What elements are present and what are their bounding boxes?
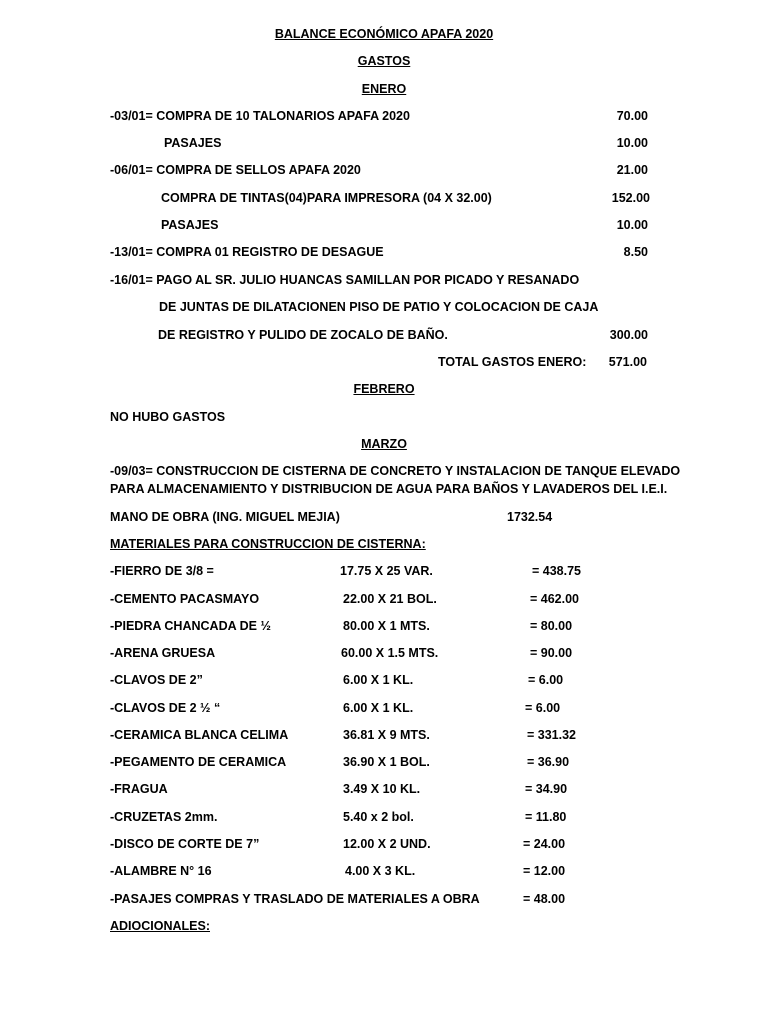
material-total: = 90.00 [530, 646, 573, 660]
expense-amount: 8.50 [623, 245, 648, 259]
material-total: = 34.90 [525, 782, 568, 796]
material-calc: 22.00 X 21 BOL. [343, 592, 437, 606]
material-calc: 17.75 X 25 VAR. [340, 564, 433, 578]
material-calc: 6.00 X 1 KL. [343, 673, 414, 687]
expense-line: COMPRA DE TINTAS(04)PARA IMPRESORA (04 X 32.00) [161, 191, 492, 205]
expense-line: -06/01= COMPRA DE SELLOS APAFA 2020 [110, 163, 361, 177]
expense-line: -13/01= COMPRA 01 REGISTRO DE DESAGUE [110, 245, 384, 259]
material-calc: 4.00 X 3 KL. [345, 864, 416, 878]
material-calc: 6.00 X 1 KL. [343, 701, 414, 715]
material-item: -CEMENTO PACASMAYO [110, 592, 260, 606]
expense-amount: 10.00 [616, 136, 648, 150]
labor-label: MANO DE OBRA (ING. MIGUEL MEJIA) [110, 510, 340, 524]
materials-heading: MATERIALES PARA CONSTRUCCION DE CISTERNA: [110, 537, 426, 551]
material-item: -CERAMICA BLANCA CELIMA [110, 728, 289, 742]
section-heading: GASTOS [357, 54, 411, 68]
material-calc: 12.00 X 2 UND. [343, 837, 431, 851]
month-heading-marzo: MARZO [361, 437, 407, 451]
expense-line: DE JUNTAS DE DILATACIONEN PISO DE PATIO Y COLOCACION DE CAJA [159, 300, 599, 314]
expense-line: -03/01= COMPRA DE 10 TALONARIOS APAFA 2020 [110, 109, 410, 123]
material-item: -CRUZETAS 2mm. [110, 810, 218, 824]
expense-amount: 21.00 [616, 163, 648, 177]
material-item: -DISCO DE CORTE DE 7” [110, 837, 260, 851]
material-total: = 6.00 [525, 701, 561, 715]
material-total: = 462.00 [530, 592, 580, 606]
material-total: = 24.00 [523, 837, 566, 851]
material-item: -CLAVOS DE 2” [110, 673, 203, 687]
material-item: -PIEDRA CHANCADA DE ½ [110, 619, 271, 633]
material-calc: 5.40 x 2 bol. [343, 810, 414, 824]
expense-line: PASAJES [164, 136, 222, 150]
material-item: -CLAVOS DE 2 ½ “ [110, 701, 221, 715]
material-total: = 6.00 [528, 673, 564, 687]
total-label: TOTAL GASTOS ENERO: [438, 355, 587, 369]
expense-line: DE REGISTRO Y PULIDO DE ZOCALO DE BAÑO. [158, 328, 448, 342]
material-item: -ARENA GRUESA [110, 646, 216, 660]
material-item: -FIERRO DE 3/8 = [110, 564, 214, 578]
material-item: -ALAMBRE N° 16 [110, 864, 212, 878]
total-value: 571.00 [608, 355, 647, 369]
month-heading-enero: ENERO [361, 82, 407, 96]
additional-heading: ADIOCIONALES: [110, 919, 210, 933]
description-line: -09/03= CONSTRUCCION DE CISTERNA DE CONCRETO Y INSTALACION DE TANQUE ELEVADO [110, 464, 681, 478]
material-calc: 36.90 X 1 BOL. [343, 755, 430, 769]
expense-amount: 152.00 [611, 191, 650, 205]
expense-line: PASAJES [161, 218, 219, 232]
labor-value: 1732.54 [507, 510, 553, 524]
expense-amount: 70.00 [616, 109, 648, 123]
no-expenses-note: NO HUBO GASTOS [110, 410, 226, 424]
material-calc: 3.49 X 10 KL. [343, 782, 421, 796]
material-item: -FRAGUA [110, 782, 168, 796]
material-total: = 438.75 [532, 564, 582, 578]
material-calc: 80.00 X 1 MTS. [343, 619, 430, 633]
month-heading-febrero: FEBRERO [353, 382, 415, 396]
material-total: = 48.00 [523, 892, 566, 906]
material-item: -PEGAMENTO DE CERAMICA [110, 755, 287, 769]
document-title: BALANCE ECONÓMICO APAFA 2020 [274, 27, 494, 41]
material-total: = 12.00 [523, 864, 566, 878]
material-total: = 36.90 [527, 755, 570, 769]
expense-amount: 10.00 [616, 218, 648, 232]
material-calc: 60.00 X 1.5 MTS. [341, 646, 439, 660]
expense-amount: 300.00 [609, 328, 648, 342]
material-total: = 331.32 [527, 728, 577, 742]
material-total: = 11.80 [525, 810, 567, 824]
material-calc: 36.81 X 9 MTS. [343, 728, 430, 742]
material-total: = 80.00 [530, 619, 573, 633]
expense-line: -16/01= PAGO AL SR. JULIO HUANCAS SAMILLAN POR PICADO Y RESANADO [110, 273, 580, 287]
material-item: -PASAJES COMPRAS Y TRASLADO DE MATERIALES A OBRA [110, 892, 480, 906]
description-line: PARA ALMACENAMIENTO Y DISTRIBUCION DE AGUA PARA BAÑOS Y LAVADEROS DEL I.E.I. [110, 482, 668, 496]
